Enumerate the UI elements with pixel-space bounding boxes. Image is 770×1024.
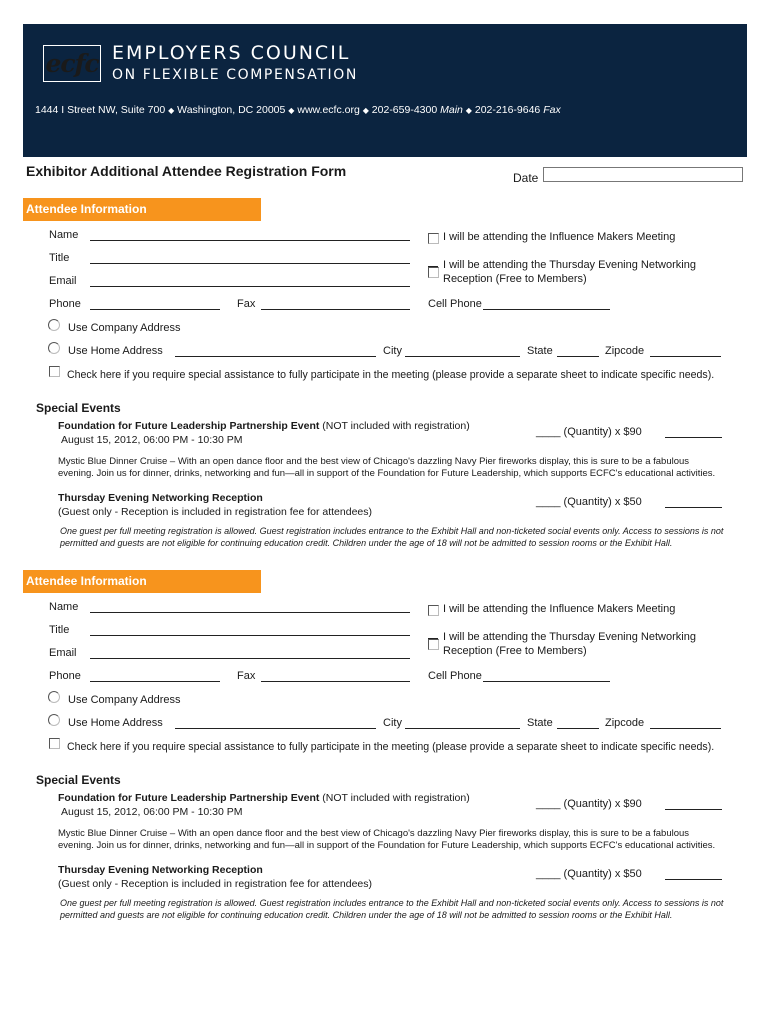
- event2-desc-2-2: permitted and guests are not eligible for continuing education credit. Children under the age of 18 will not be admitted to session rooms or the Exhibit Hall.: [60, 910, 673, 920]
- main-label: Main: [440, 104, 463, 116]
- fax-label-1: Fax: [237, 298, 256, 310]
- event1-note-2: (NOT included with registration): [319, 792, 470, 804]
- contact-info: [35, 104, 561, 116]
- cell-label-1: Cell Phone: [428, 298, 482, 310]
- title-label-1: Title: [49, 252, 70, 264]
- event1-price-field-2[interactable]: [665, 809, 722, 810]
- event1-title-2: Foundation for Future Leadership Partnership Event: [58, 792, 320, 804]
- event2-quantity-1: ____ (Quantity) x $50: [536, 496, 642, 508]
- form-title: Exhibitor Additional Attendee Registration Form: [26, 163, 347, 179]
- email-label-2: Email: [49, 647, 77, 659]
- city-field-2[interactable]: [405, 728, 520, 729]
- title-label-2: Title: [49, 624, 70, 636]
- fax-field-1[interactable]: [261, 309, 410, 310]
- event2-desc-1-2: One guest per full meeting registration is allowed. Guest registration includes entrance to the Exhibit Hall and non-ticketed social events only. Access to sessions is not: [60, 898, 724, 908]
- event2-price-field-1[interactable]: [665, 507, 722, 508]
- name-label-2: Name: [49, 601, 79, 613]
- event1-quantity-2: ____ (Quantity) x $90: [536, 798, 642, 810]
- website: www.ecfc.org: [297, 104, 360, 116]
- company-address-label-2: Use Company Address: [68, 694, 181, 706]
- zip-field-1[interactable]: [650, 356, 721, 357]
- email-label-1: Email: [49, 275, 77, 287]
- home-address-label-2: Use Home Address: [68, 717, 163, 729]
- state-field-2[interactable]: [557, 728, 599, 729]
- event1-price-field-1[interactable]: [665, 437, 722, 438]
- influence-label-2: I will be attending the Influence Makers Meeting: [443, 603, 676, 615]
- attendee-section-header-1: Attendee Information: [23, 198, 261, 221]
- cell-field-2[interactable]: [483, 681, 610, 682]
- zip-label-2: Zipcode: [605, 717, 645, 729]
- city-field-1[interactable]: [405, 356, 520, 357]
- company-address-label-1: Use Company Address: [68, 322, 181, 334]
- event2-title-1: Thursday Evening Networking Reception: [58, 492, 263, 504]
- thursday-label-2-2: Reception (Free to Members): [443, 645, 587, 657]
- fax-label-2: Fax: [237, 670, 256, 682]
- phone-field-1[interactable]: [90, 309, 220, 310]
- org-name-line1: EMPLOYERS COUNCIL: [112, 42, 351, 64]
- attendee-section-header-2: Attendee Information: [23, 570, 261, 593]
- home-address-label-1: Use Home Address: [68, 345, 163, 357]
- cell-field-1[interactable]: [483, 309, 610, 310]
- event1-desc-1-1: Mystic Blue Dinner Cruise – With an open dance floor and the best view of Chicago's dazzling Navy Pier fireworks display, this is sure to be a fabulous: [58, 456, 690, 467]
- state-field-1[interactable]: [557, 356, 599, 357]
- fax-field-2[interactable]: [261, 681, 410, 682]
- zip-field-2[interactable]: [650, 728, 721, 729]
- ecfc-logo: [43, 45, 101, 82]
- event1-date-1: August 15, 2012, 06:00 PM - 10:30 PM: [61, 434, 243, 446]
- name-label-1: Name: [49, 229, 79, 241]
- home-address-radio-2[interactable]: [48, 714, 60, 726]
- event1-quantity-1: ____ (Quantity) x $90: [536, 426, 642, 438]
- date-input[interactable]: [543, 167, 743, 182]
- event1-title-row-2: [58, 792, 470, 804]
- event1-desc-2-2: evening. Join us for dinner, drinks, networking and fun—all in support of the Foundation for Future Leadership, which supports ECFC's educational activities.: [58, 840, 716, 851]
- phone-label-2: Phone: [49, 670, 81, 682]
- assistance-checkbox-2[interactable]: [49, 738, 60, 749]
- assistance-checkbox-1[interactable]: [49, 366, 60, 377]
- home-address-field-2[interactable]: [175, 728, 376, 729]
- city-label-1: City: [383, 345, 402, 357]
- company-address-radio-2[interactable]: [48, 691, 60, 703]
- logo-text: ecfc: [45, 49, 99, 78]
- state-label-2: State: [527, 717, 553, 729]
- event1-title-1: Foundation for Future Leadership Partnership Event: [58, 420, 320, 432]
- thursday-mark-1[interactable]: [428, 266, 438, 267]
- thursday-mark-2[interactable]: [428, 638, 438, 639]
- main-phone: 202-659-4300: [371, 104, 438, 116]
- phone-field-2[interactable]: [90, 681, 220, 682]
- event1-note-1: (NOT included with registration): [319, 420, 470, 432]
- city-label-2: City: [383, 717, 402, 729]
- city-state: Washington, DC 20005: [177, 104, 286, 116]
- event2-note-2: (Guest only - Reception is included in registration fee for attendees): [58, 878, 373, 890]
- phone-label-1: Phone: [49, 298, 81, 310]
- thursday-label-1-2: I will be attending the Thursday Evening Networking: [443, 631, 696, 643]
- assistance-label-2: Check here if you require special assistance to fully participate in the meeting (please provide a separate sheet to indicate specific needs).: [67, 741, 715, 753]
- event2-desc-1-1: One guest per full meeting registration is allowed. Guest registration includes entrance to the Exhibit Hall and non-ticketed social events only. Access to sessions is not: [60, 526, 724, 536]
- email-field-2[interactable]: [90, 658, 410, 659]
- assistance-label-1: Check here if you require special assistance to fully participate in the meeting (please provide a separate sheet to indicate specific needs).: [67, 369, 715, 381]
- thursday-checkbox-1[interactable]: [428, 267, 439, 278]
- diamond-icon: ◆: [168, 106, 175, 115]
- home-address-field-1[interactable]: [175, 356, 376, 357]
- email-field-1[interactable]: [90, 286, 410, 287]
- date-label: Date: [513, 171, 539, 185]
- event2-desc-2-1: permitted and guests are not eligible for continuing education credit. Children under the age of 18 will not be admitted to session rooms or the Exhibit Hall.: [60, 538, 673, 548]
- diamond-icon: ◆: [362, 106, 369, 115]
- title-field-1[interactable]: [90, 263, 410, 264]
- diamond-icon: ◆: [288, 106, 295, 115]
- name-field-1[interactable]: [90, 240, 410, 241]
- special-events-heading-2: Special Events: [36, 773, 121, 787]
- event2-note-1: (Guest only - Reception is included in registration fee for attendees): [58, 506, 373, 518]
- cell-label-2: Cell Phone: [428, 670, 482, 682]
- fax-label: Fax: [543, 104, 561, 116]
- diamond-icon: ◆: [465, 106, 472, 115]
- event1-desc-2-1: evening. Join us for dinner, drinks, networking and fun—all in support of the Foundation for Future Leadership, which supports ECFC's educational activities.: [58, 468, 716, 479]
- thursday-label-1-1: I will be attending the Thursday Evening Networking: [443, 259, 696, 271]
- influence-checkbox-1[interactable]: [428, 233, 439, 244]
- influence-checkbox-2[interactable]: [428, 605, 439, 616]
- thursday-label-2-1: Reception (Free to Members): [443, 273, 587, 285]
- special-events-heading-1: Special Events: [36, 401, 121, 415]
- home-address-radio-1[interactable]: [48, 342, 60, 354]
- event2-quantity-2: ____ (Quantity) x $50: [536, 868, 642, 880]
- event1-date-2: August 15, 2012, 06:00 PM - 10:30 PM: [61, 806, 243, 818]
- event1-desc-1-2: Mystic Blue Dinner Cruise – With an open dance floor and the best view of Chicago's dazzling Navy Pier fireworks display, this is sure to be a fabulous: [58, 828, 690, 839]
- event1-title-row-1: [58, 420, 470, 432]
- thursday-checkbox-2[interactable]: [428, 639, 439, 650]
- org-name-line2: ON FLEXIBLE COMPENSATION: [112, 67, 358, 83]
- title-field-2[interactable]: [90, 635, 410, 636]
- name-field-2[interactable]: [90, 612, 410, 613]
- event2-title-2: Thursday Evening Networking Reception: [58, 864, 263, 876]
- event2-price-field-2[interactable]: [665, 879, 722, 880]
- state-label-1: State: [527, 345, 553, 357]
- fax-number: 202-216-9646: [474, 104, 541, 116]
- influence-label-1: I will be attending the Influence Makers Meeting: [443, 231, 676, 243]
- address: 1444 I Street NW, Suite 700: [35, 104, 166, 116]
- zip-label-1: Zipcode: [605, 345, 645, 357]
- company-address-radio-1[interactable]: [48, 319, 60, 331]
